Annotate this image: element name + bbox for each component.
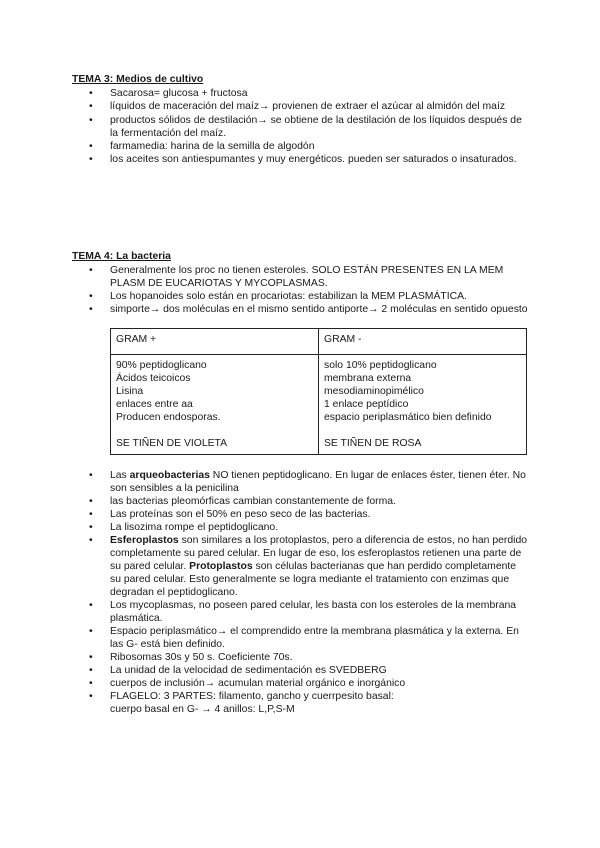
list-item: • Los hopanoides solo están en procariotas: estabilizan la MEM PLASMÁTICA.: [72, 290, 528, 303]
table-cell-gram-negative: [319, 355, 527, 455]
table-cell-line: solo 10% peptidoglicano: [324, 360, 437, 371]
table-cell-line: Ácidos teicoicos: [116, 373, 191, 384]
section-tema-3: [72, 73, 528, 166]
text: • FLAGELO: 3 PARTES: filamento, gancho y cuerrpesito basal:: [110, 691, 394, 702]
list-item: • Los mycoplasmas, no poseen pared celular, les basta con los esteroles de la membrana plasmática.: [72, 599, 528, 625]
table-cell-line: Lisina: [116, 386, 144, 397]
bold-term: Esferoplastos: [110, 535, 179, 546]
bold-term: arqueobacterias: [129, 470, 210, 481]
bullet-list: [72, 469, 528, 716]
table-cell-footer: SE TIÑEN DE VIOLETA: [116, 438, 228, 449]
list-item: • Espacio periplasmático→ el comprendido entre la membrana plasmática y la externa. En las G- está bien definido.: [72, 625, 528, 651]
list-item: [72, 469, 528, 495]
bullet-list: [72, 264, 528, 316]
list-item: • productos sólidos de destilación→ se obtiene de la destilación de los líquidos después de la fermentación del maíz.: [72, 114, 528, 140]
bold-term: Protoplastos: [189, 561, 253, 572]
list-item: • líquidos de maceración del maíz→ provienen de extraer el azúcar al almidón del maíz: [72, 100, 528, 113]
list-item: • farmamedia: harina de la semilla de algodón: [72, 140, 528, 153]
list-item: • cuerpos de inclusión→ acumulan material orgánico e inorgánico: [72, 677, 528, 690]
gram-comparison-table: [110, 328, 527, 455]
list-item: • Ribosomas 30s y 50 s. Coeficiente 70s.: [72, 651, 528, 664]
table-cell-line: 90% peptidoglicano: [116, 360, 207, 371]
table-cell-line: membrana externa: [324, 373, 412, 384]
list-item: • simporte→ dos moléculas en el mismo sentido antiporte→ 2 moléculas en sentido opuesto: [72, 303, 528, 316]
spacer: [324, 424, 521, 437]
section-tema-4: [72, 250, 528, 716]
spacer: [116, 424, 313, 437]
table-cell-line: espacio periplasmático bien definido: [324, 412, 492, 423]
table-cell-line: Producen endosporas.: [116, 412, 221, 423]
list-item: • La lisozima rompe el peptidoglicano.: [72, 521, 528, 534]
table-cell-line: mesodiaminopimélico: [324, 386, 424, 397]
table-cell-line: 1 enlace peptídico: [324, 399, 409, 410]
list-item: • Sacarosa= glucosa + fructosa: [72, 87, 528, 100]
list-item: • los aceites son antiespumantes y muy energéticos. pueden ser saturados o insaturados.: [72, 153, 528, 166]
list-item: • las bacterias pleomórficas cambian constantemente de forma.: [72, 495, 528, 508]
text: son células bacterianas que han perdido completamente su pared celular. Esto generalmente se logra mediante el tratamiento con enzimas que degradan el peptidoglicano.: [110, 561, 517, 598]
list-item: • La unidad de la velocidad de sedimentación es SVEDBERG: [72, 664, 528, 677]
table-header-gram-negative: GRAM -: [319, 329, 527, 355]
text: Las: [110, 470, 130, 481]
section-title: TEMA 3: Medios de cultivo: [72, 74, 204, 85]
text: NO tienen peptidoglicano. En lugar de enlaces éster, tienen éter. No son sensibles a la penicilina: [110, 470, 526, 494]
section-title: TEMA 4: La bacteria: [72, 251, 171, 262]
table-cell-footer: SE TIÑEN DE ROSA: [324, 438, 422, 449]
list-item: • Las proteínas son el 50% en peso seco de las bacterias.: [72, 508, 528, 521]
list-item: [72, 690, 528, 716]
table-cell-gram-positive: [111, 355, 319, 455]
text: cuerpo basal en G- → 4 anillos: L,P,S-M: [110, 704, 295, 715]
table-header-gram-positive: GRAM +: [111, 329, 319, 355]
text: son similares a los protoplastos, pero a diferencia de estos, no han perdido completamente su pared celular. En lugar de eso, los esferoplastos retienen una parte de su pared celular.: [110, 535, 528, 572]
bullet-list: [72, 87, 528, 166]
list-item: • Generalmente los proc no tienen esteroles. SOLO ESTÁN PRESENTES EN LA MEM PLASM DE EUCARIOTAS Y MYCOPLASMAS.: [72, 264, 528, 290]
list-item: [72, 534, 528, 599]
table-cell-line: enlaces entre aa: [116, 399, 193, 410]
